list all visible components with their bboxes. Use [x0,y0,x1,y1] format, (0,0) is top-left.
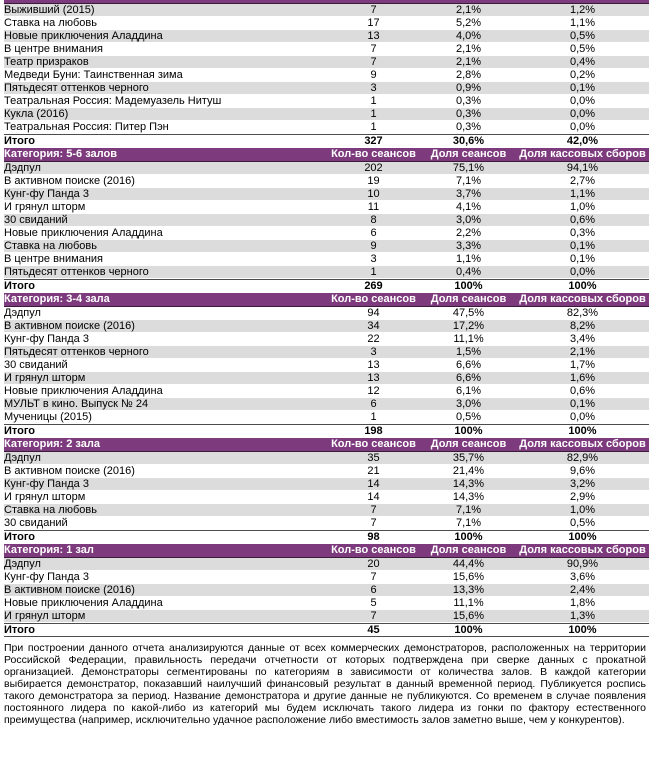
box-office-share-cell: 8,2% [516,320,649,333]
table-row [4,452,649,465]
sessions-share-cell: 14,3% [421,478,516,491]
box-office-share-cell: 0,2% [516,69,649,82]
sessions-count-cell: 22 [326,333,421,346]
total-row [4,623,649,637]
sessions-share-cell: 2,1% [421,4,516,17]
total-label: Итого [4,530,326,544]
sessions-share-cell: 3,7% [421,188,516,201]
column-header: Доля сеансов [421,148,516,162]
movie-title-cell: Пятьдесят оттенков черного [4,266,326,279]
movie-title-cell: В центре внимания [4,253,326,266]
box-office-share-cell: 100% [516,623,649,637]
sessions-share-cell: 0,4% [421,266,516,279]
box-office-share-cell: 0,5% [516,43,649,56]
table-row [4,504,649,517]
sessions-share-cell: 3,0% [421,214,516,227]
sessions-count-cell: 20 [326,558,421,571]
sessions-count-cell: 3 [326,253,421,266]
movie-title-cell: Пятьдесят оттенков черного [4,82,326,95]
sessions-count-cell: 21 [326,465,421,478]
sessions-share-cell: 11,1% [421,333,516,346]
sessions-count-cell: 13 [326,372,421,385]
box-office-share-cell: 1,7% [516,359,649,372]
table-row [4,333,649,346]
box-office-share-cell: 2,7% [516,175,649,188]
box-office-share-cell: 3,4% [516,333,649,346]
movie-title-cell: В активном поиске (2016) [4,584,326,597]
sessions-count-cell: 198 [326,424,421,438]
sessions-share-cell: 0,3% [421,108,516,121]
table-row [4,610,649,623]
report-tables [0,4,649,637]
category-label: Категория: 2 зала [4,438,326,452]
sessions-count-cell: 1 [326,266,421,279]
table-row [4,320,649,333]
column-header: Кол-во сеансов [326,544,421,558]
column-header: Кол-во сеансов [326,438,421,452]
sessions-count-cell: 202 [326,162,421,175]
table-row [4,307,649,320]
table-row [4,214,649,227]
table-row [4,571,649,584]
table-row [4,175,649,188]
sessions-share-cell: 2,1% [421,56,516,69]
sessions-count-cell: 14 [326,478,421,491]
sessions-count-cell: 6 [326,227,421,240]
table-row [4,346,649,359]
sessions-share-cell: 3,0% [421,398,516,411]
category-header-row [4,438,649,452]
table-row [4,372,649,385]
movie-title-cell: МУЛЬТ в кино. Выпуск № 24 [4,398,326,411]
column-header: Доля кассовых сборов [516,438,649,452]
sessions-count-cell: 7 [326,610,421,623]
sessions-share-cell: 21,4% [421,465,516,478]
table-row [4,201,649,214]
category-label: Категория: 3-4 зала [4,293,326,307]
box-office-share-cell: 100% [516,424,649,438]
movie-title-cell: 30 свиданий [4,359,326,372]
box-office-share-cell: 3,6% [516,571,649,584]
table-row [4,240,649,253]
sessions-count-cell: 7 [326,504,421,517]
movie-title-cell: Новые приключения Аладдина [4,385,326,398]
category-header-row [4,544,649,558]
box-office-share-cell: 82,9% [516,452,649,465]
sessions-count-cell: 19 [326,175,421,188]
table-row [4,162,649,175]
movie-title-cell: В центре внимания [4,43,326,56]
table-row [4,95,649,108]
box-office-share-cell: 1,0% [516,201,649,214]
table-row [4,266,649,279]
movie-title-cell: Мученицы (2015) [4,411,326,424]
box-office-share-cell: 1,1% [516,17,649,30]
box-office-share-cell: 0,1% [516,82,649,95]
total-label: Итого [4,424,326,438]
box-office-share-cell: 1,1% [516,188,649,201]
movie-title-cell: Новые приключения Аладдина [4,227,326,240]
sessions-share-cell: 6,6% [421,359,516,372]
sessions-count-cell: 327 [326,134,421,148]
column-header: Доля кассовых сборов [516,544,649,558]
table-row [4,558,649,571]
sessions-share-cell: 7,1% [421,517,516,530]
column-header: Доля кассовых сборов [516,148,649,162]
movie-title-cell: В активном поиске (2016) [4,320,326,333]
movie-title-cell: Медведи Буни: Таинственная зима [4,69,326,82]
table-row [4,465,649,478]
movie-title-cell: Дэдпул [4,162,326,175]
sessions-count-cell: 3 [326,346,421,359]
sessions-count-cell: 6 [326,398,421,411]
movie-title-cell: Театральная Россия: Питер Пэн [4,121,326,134]
box-office-share-cell: 42,0% [516,134,649,148]
table-row [4,188,649,201]
movie-title-cell: Кунг-фу Панда 3 [4,333,326,346]
box-office-share-cell: 0,0% [516,266,649,279]
sessions-count-cell: 8 [326,214,421,227]
movie-title-cell: Дэдпул [4,558,326,571]
table-row [4,56,649,69]
table-row [4,478,649,491]
category-table [4,4,649,148]
box-office-share-cell: 0,1% [516,253,649,266]
sessions-share-cell: 4,0% [421,30,516,43]
box-office-share-cell: 0,1% [516,398,649,411]
total-label: Итого [4,279,326,293]
table-row [4,398,649,411]
sessions-share-cell: 15,6% [421,571,516,584]
box-office-share-cell: 2,9% [516,491,649,504]
table-row [4,121,649,134]
sessions-share-cell: 17,2% [421,320,516,333]
category-header-row [4,148,649,162]
sessions-count-cell: 1 [326,108,421,121]
movie-title-cell: В активном поиске (2016) [4,465,326,478]
sessions-share-cell: 100% [421,530,516,544]
sessions-share-cell: 100% [421,623,516,637]
box-office-share-cell: 0,0% [516,108,649,121]
box-office-share-cell: 0,4% [516,56,649,69]
sessions-count-cell: 269 [326,279,421,293]
movie-title-cell: Ставка на любовь [4,240,326,253]
sessions-count-cell: 13 [326,30,421,43]
category-table [4,438,649,544]
column-header: Доля кассовых сборов [516,293,649,307]
movie-title-cell: Пятьдесят оттенков черного [4,346,326,359]
sessions-count-cell: 11 [326,201,421,214]
box-office-share-cell: 1,8% [516,597,649,610]
movie-title-cell: И грянул шторм [4,372,326,385]
sessions-share-cell: 13,3% [421,584,516,597]
sessions-count-cell: 94 [326,307,421,320]
sessions-share-cell: 5,2% [421,17,516,30]
sessions-share-cell: 100% [421,279,516,293]
box-office-share-cell: 2,1% [516,346,649,359]
table-row [4,597,649,610]
box-office-share-cell: 94,1% [516,162,649,175]
sessions-share-cell: 2,1% [421,43,516,56]
total-label: Итого [4,623,326,637]
box-office-share-cell: 1,3% [516,610,649,623]
sessions-count-cell: 1 [326,411,421,424]
sessions-share-cell: 3,3% [421,240,516,253]
box-office-share-cell: 0,6% [516,214,649,227]
sessions-count-cell: 17 [326,17,421,30]
movie-title-cell: И грянул шторм [4,491,326,504]
table-row [4,491,649,504]
sessions-count-cell: 9 [326,69,421,82]
sessions-count-cell: 13 [326,359,421,372]
movie-title-cell: И грянул шторм [4,201,326,214]
total-row [4,424,649,438]
sessions-share-cell: 100% [421,424,516,438]
sessions-count-cell: 12 [326,385,421,398]
total-row [4,134,649,148]
table-row [4,411,649,424]
movie-title-cell: 30 свиданий [4,214,326,227]
table-row [4,108,649,121]
sessions-count-cell: 10 [326,188,421,201]
table-row [4,584,649,597]
column-header: Доля сеансов [421,544,516,558]
category-label: Категория: 5-6 залов [4,148,326,162]
column-header: Доля сеансов [421,438,516,452]
movie-title-cell: Дэдпул [4,452,326,465]
movie-title-cell: Кунг-фу Панда 3 [4,571,326,584]
sessions-count-cell: 7 [326,4,421,17]
table-row [4,227,649,240]
movie-title-cell: Театральная Россия: Мадемуазель Нитуш [4,95,326,108]
table-row [4,4,649,17]
sessions-share-cell: 7,1% [421,504,516,517]
box-office-share-cell: 0,6% [516,385,649,398]
table-row [4,385,649,398]
sessions-share-cell: 75,1% [421,162,516,175]
sessions-share-cell: 7,1% [421,175,516,188]
sessions-share-cell: 0,9% [421,82,516,95]
sessions-share-cell: 35,7% [421,452,516,465]
column-header: Кол-во сеансов [326,293,421,307]
sessions-count-cell: 6 [326,584,421,597]
movie-title-cell: Дэдпул [4,307,326,320]
table-row [4,82,649,95]
category-table [4,544,649,637]
movie-title-cell: Театр призраков [4,56,326,69]
category-label: Категория: 1 зал [4,544,326,558]
sessions-share-cell: 1,1% [421,253,516,266]
sessions-share-cell: 11,1% [421,597,516,610]
box-office-share-cell: 0,0% [516,95,649,108]
box-office-share-cell: 0,0% [516,411,649,424]
box-office-share-cell: 3,2% [516,478,649,491]
sessions-count-cell: 7 [326,571,421,584]
table-row [4,359,649,372]
column-header: Кол-во сеансов [326,148,421,162]
table-row [4,43,649,56]
sessions-share-cell: 0,3% [421,121,516,134]
box-office-share-cell: 0,1% [516,240,649,253]
total-row [4,279,649,293]
sessions-count-cell: 34 [326,320,421,333]
sessions-share-cell: 14,3% [421,491,516,504]
movie-title-cell: Выживший (2015) [4,4,326,17]
box-office-share-cell: 1,0% [516,504,649,517]
category-header-row [4,293,649,307]
table-row [4,17,649,30]
sessions-count-cell: 14 [326,491,421,504]
box-office-share-cell: 82,3% [516,307,649,320]
box-office-share-cell: 100% [516,279,649,293]
sessions-count-cell: 1 [326,95,421,108]
box-office-share-cell: 1,6% [516,372,649,385]
box-office-share-cell: 0,3% [516,227,649,240]
sessions-count-cell: 35 [326,452,421,465]
sessions-share-cell: 0,3% [421,95,516,108]
sessions-count-cell: 7 [326,43,421,56]
box-office-share-cell: 0,5% [516,517,649,530]
sessions-count-cell: 98 [326,530,421,544]
box-office-share-cell: 90,9% [516,558,649,571]
sessions-share-cell: 6,1% [421,385,516,398]
movie-title-cell: Кунг-фу Панда 3 [4,478,326,491]
sessions-count-cell: 1 [326,121,421,134]
sessions-count-cell: 5 [326,597,421,610]
sessions-count-cell: 45 [326,623,421,637]
box-office-share-cell: 0,5% [516,30,649,43]
column-header: Доля сеансов [421,293,516,307]
sessions-share-cell: 30,6% [421,134,516,148]
movie-title-cell: Ставка на любовь [4,17,326,30]
sessions-count-cell: 9 [326,240,421,253]
movie-title-cell: Кунг-фу Панда 3 [4,188,326,201]
footnote-text: При построении данного отчета анализируются данные от всех коммерческих демонстраторов, расположенных на территории Российской Федерации, правильность передачи отчетности от которых подтверждена при сверке данных с прокатной организацией. Демонстраторы сегментированы по категориям в зависимости от количества залов. В каждой категории выбирается демонстратор, показавший наилучший финансовый результат в данный временной период. Публикуется роспись такого демонстратора за период. Название демонстратора и другие данные не публикуются. Со временем в случае появления постоянного лидера по какой-либо из категорий мы будем исключать такого лидера из гонки по фактору естественного преимущества (например, исключительно удачное расположение либо вместимость залов заметно выше, чем у конкурентов). [4,642,646,726]
sessions-count-cell: 3 [326,82,421,95]
box-office-share-cell: 0,0% [516,121,649,134]
box-office-share-cell: 1,2% [516,4,649,17]
table-row [4,69,649,82]
sessions-share-cell: 1,5% [421,346,516,359]
category-table [4,148,649,293]
sessions-share-cell: 2,2% [421,227,516,240]
movie-title-cell: В активном поиске (2016) [4,175,326,188]
sessions-share-cell: 47,5% [421,307,516,320]
table-row [4,253,649,266]
box-office-share-cell: 100% [516,530,649,544]
total-row [4,530,649,544]
sessions-share-cell: 15,6% [421,610,516,623]
movie-title-cell: И грянул шторм [4,610,326,623]
table-row [4,30,649,43]
total-label: Итого [4,134,326,148]
movie-title-cell: 30 свиданий [4,517,326,530]
box-office-share-cell: 2,4% [516,584,649,597]
box-office-share-cell: 9,6% [516,465,649,478]
movie-title-cell: Ставка на любовь [4,504,326,517]
sessions-share-cell: 6,6% [421,372,516,385]
sessions-count-cell: 7 [326,517,421,530]
sessions-share-cell: 2,8% [421,69,516,82]
sessions-share-cell: 4,1% [421,201,516,214]
movie-title-cell: Новые приключения Аладдина [4,30,326,43]
sessions-share-cell: 0,5% [421,411,516,424]
sessions-share-cell: 44,4% [421,558,516,571]
movie-title-cell: Кукла (2016) [4,108,326,121]
table-row [4,517,649,530]
category-table [4,293,649,438]
movie-title-cell: Новые приключения Аладдина [4,597,326,610]
sessions-count-cell: 7 [326,56,421,69]
